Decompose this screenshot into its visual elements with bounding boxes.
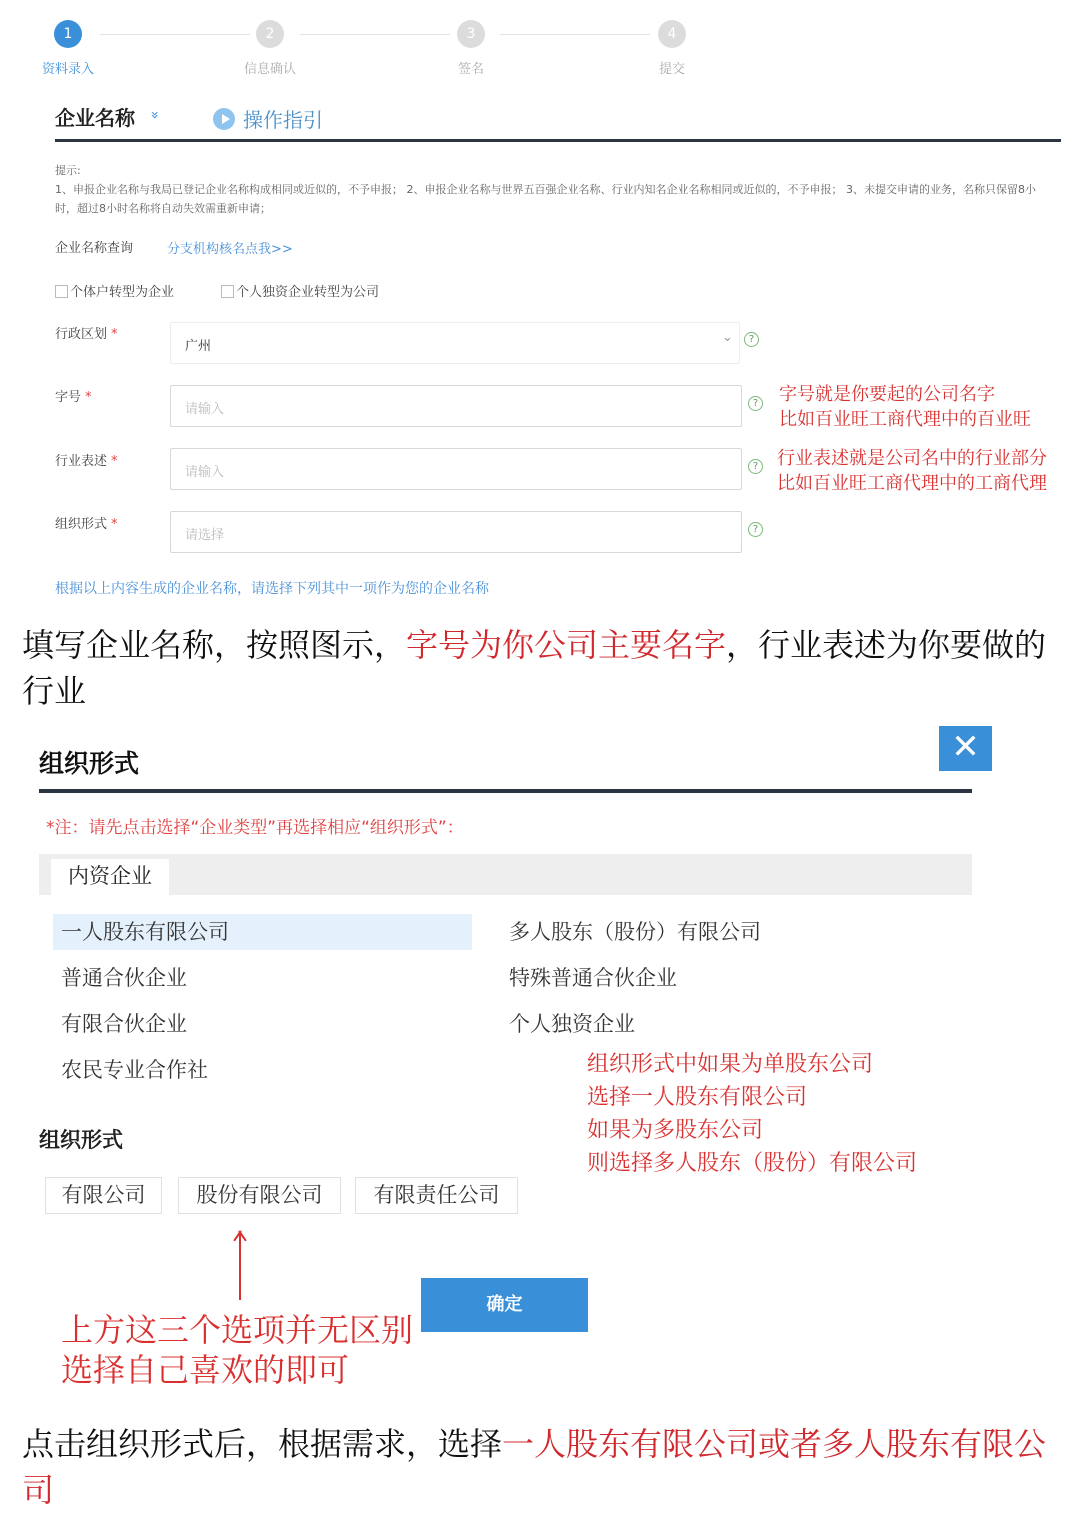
collapse-chevron-icon[interactable]: » <box>146 110 163 120</box>
industry-annotation <box>777 446 1047 496</box>
checkbox-sole-to-company[interactable] <box>221 281 379 300</box>
region-label <box>55 323 118 342</box>
tips <box>55 161 1055 218</box>
option-general-partnership[interactable]: 普通合伙企业 <box>61 966 187 990</box>
org-button-ltd[interactable]: 有限公司 <box>45 1177 162 1214</box>
annotation-line: 如果为多股东公司 <box>587 1118 764 1143</box>
step-3 <box>411 20 531 77</box>
checkbox-label: 个体户转型为企业 <box>70 285 175 300</box>
caption-1 <box>22 622 1062 714</box>
required-mark: * <box>111 454 118 469</box>
generated-name-note: 根据以上内容生成的企业名称，请选择下列其中一项作为您的企业名称 <box>55 581 489 597</box>
caption-1-part-a: 填写企业名称，按照图示， <box>22 626 407 664</box>
checkbox-box[interactable] <box>221 285 234 298</box>
org-form-label <box>55 513 118 532</box>
annotation-line: 比如百业旺工商代理中的工商代理 <box>777 473 1047 494</box>
industry-placeholder: 请输入 <box>185 465 225 480</box>
step-label: 签名 <box>457 62 484 77</box>
dialog-divider <box>39 789 972 793</box>
section-title: 企业名称 <box>55 106 135 130</box>
step-number: 4 <box>658 20 686 48</box>
org-form-subtitle: 组织形式 <box>39 1128 123 1152</box>
required-mark: * <box>85 390 92 405</box>
caption-2-part-a: 点击组织形式后，根据需求，选择 <box>22 1425 503 1463</box>
org-form-label-text: 组织形式 <box>55 517 108 532</box>
org-form-select[interactable] <box>170 511 742 553</box>
option-multi-shareholder-ltd[interactable]: 多人股东（股份）有限公司 <box>509 920 761 944</box>
caption-1-highlight: 字号为你公司主要名字 <box>406 626 727 664</box>
help-icon[interactable]: ? <box>744 332 759 347</box>
zihao-placeholder: 请输入 <box>185 402 225 417</box>
industry-label-text: 行业表述 <box>55 454 108 469</box>
org-form-placeholder: 请选择 <box>185 528 225 543</box>
option-limited-partnership[interactable]: 有限合伙企业 <box>61 1012 187 1036</box>
step-number: 2 <box>256 20 284 48</box>
caption-2-highlight: 一人股东有限公司或者多人股东有限公司 <box>22 1425 1047 1509</box>
branch-name-check-link[interactable]: 分支机构核名点我>> <box>167 242 293 257</box>
confirm-button[interactable]: 确定 <box>421 1278 588 1332</box>
step-4 <box>612 20 732 77</box>
region-select[interactable] <box>170 322 740 364</box>
arrow-up-icon <box>238 1230 242 1300</box>
close-icon: ✕ <box>951 727 980 767</box>
zihao-label <box>55 386 92 405</box>
annotation-line: 上方这三个选项并无区别 <box>61 1311 414 1349</box>
enterprise-type-tabbar <box>39 854 972 895</box>
region-label-text: 行政区划 <box>55 327 108 342</box>
zihao-input[interactable] <box>170 385 742 427</box>
step-number: 3 <box>457 20 485 48</box>
options-annotation <box>61 1310 413 1390</box>
required-mark: * <box>111 517 118 532</box>
industry-label <box>55 450 118 469</box>
zihao-annotation <box>779 382 1031 432</box>
industry-input[interactable] <box>170 448 742 490</box>
dialog-close-button[interactable] <box>939 726 992 771</box>
annotation-line: 比如百业旺工商代理中的百业旺 <box>779 409 1031 430</box>
option-sole-proprietorship[interactable]: 个人独资企业 <box>509 1012 635 1036</box>
operation-guide-label: 操作指引 <box>243 108 323 132</box>
required-mark: * <box>111 327 118 342</box>
step-label: 提交 <box>658 62 685 77</box>
operation-guide-link[interactable] <box>213 104 323 133</box>
annotation-line: 组织形式中如果为单股东公司 <box>587 1052 874 1077</box>
annotation-line: 选择自己喜欢的即可 <box>61 1351 350 1389</box>
tips-title: 提示: <box>55 164 81 177</box>
annotation-line: 则选择多人股东（股份）有限公司 <box>587 1151 918 1176</box>
zihao-label-text: 字号 <box>55 390 82 405</box>
step-number: 1 <box>54 20 82 48</box>
step-label: 资料录入 <box>41 62 94 77</box>
caption-2 <box>22 1421 1062 1513</box>
tips-body: 1、申报企业名称与我局已登记企业名称构成相同或近似的，不予申报； 2、申报企业名称与世界五百强企业名称、行业内知名企业名称相同或近似的，不予申报； 3、未提交申请的业务，名称只保留8小时，超过8小时名称将自动失效需重新申请； <box>55 183 1036 215</box>
org-choice-annotation <box>587 1048 917 1180</box>
caption-1-part-c: ，行业表述为你要做的行业 <box>22 626 1047 710</box>
option-special-general-partnership[interactable]: 特殊普通合伙企业 <box>509 966 677 990</box>
checkbox-box[interactable] <box>55 285 68 298</box>
annotation-line: 行业表述就是公司名中的行业部分 <box>777 448 1047 469</box>
annotation-line: 选择一人股东有限公司 <box>587 1085 808 1110</box>
step-1 <box>8 20 128 77</box>
help-icon[interactable]: ? <box>748 522 763 537</box>
checkbox-individual-to-enterprise[interactable] <box>55 281 174 300</box>
step-label: 信息确认 <box>243 62 296 77</box>
option-single-shareholder-ltd[interactable]: 一人股东有限公司 <box>53 914 472 950</box>
checkbox-label: 个人独资企业转型为公司 <box>236 285 380 300</box>
org-button-joint-stock[interactable]: 股份有限公司 <box>178 1177 341 1214</box>
dropdown-caret-icon[interactable]: ⌄ <box>722 330 733 345</box>
help-icon[interactable]: ? <box>748 459 763 474</box>
dialog-note: *注：请先点击选择“企业类型”再选择相应“组织形式”： <box>46 818 464 838</box>
help-icon[interactable]: ? <box>748 396 763 411</box>
tab-domestic-enterprise[interactable]: 内资企业 <box>51 859 169 895</box>
org-button-limited-liability[interactable]: 有限责任公司 <box>355 1177 518 1214</box>
step-2 <box>210 20 330 77</box>
name-query-label: 企业名称查询 <box>55 241 134 256</box>
option-farmer-cooperative[interactable]: 农民专业合作社 <box>61 1058 208 1082</box>
dialog-title: 组织形式 <box>39 749 140 778</box>
annotation-line: 字号就是你要起的公司名字 <box>779 384 995 405</box>
play-icon <box>213 108 235 130</box>
divider <box>55 139 1061 142</box>
region-value: 广州 <box>185 339 212 354</box>
